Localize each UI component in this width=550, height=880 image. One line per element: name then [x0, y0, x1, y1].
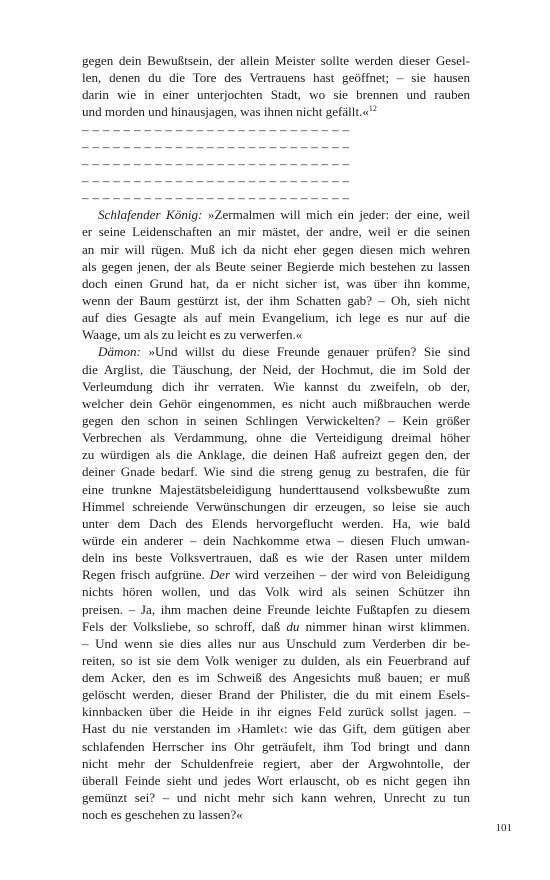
text-line: Verbrechen als Verdammung, ohne die Verteidigung dreimal höher — [82, 430, 470, 446]
line-text: »Zermalmen will mich ein jeder: der eine, weil — [202, 207, 471, 223]
text-line: die Arglist, die Täuschung, der Neid, der Hochmut, die im Sold der — [82, 361, 470, 377]
text-line: auf dies Gesagte als auf mein Evangelium, ich lege es nur auf die — [82, 310, 470, 326]
text-line: Waage, um als zu leicht es zu verwerfen.« — [82, 327, 303, 343]
text-line: gegen den schon in seinen Schlingen Verwickelten? – Kein größer — [82, 412, 470, 428]
text-line: – Und wenn sie dies alles nur aus Unschuld zum Verderben dir be- — [82, 635, 470, 651]
ellipsis-dash-line: – – – – – – – – – – – – – – – – – – – – – – – – – – — [82, 138, 350, 154]
text-line: nicht mehr der Schuldenfreie regiert, aber der Argwohntolle, der — [82, 755, 470, 771]
speaker-name: Dämon: — [98, 344, 141, 360]
line-text: wird verzeihen – der wird von Beleidigung — [230, 567, 470, 583]
text-line: als gegen jenen, der als Beute seiner Begierde mich bestehen zu lassen — [82, 258, 470, 274]
text-line: welcher dein Gehör eingenommen, es nicht auch mißbrauchen werde — [82, 395, 470, 411]
emphasis-text: Der — [209, 567, 231, 583]
text-line: zu würdigen als die Anklage, die deinen Haß aufreizt gegen den, der — [82, 447, 470, 463]
line-text: nimmer hinan wirst klimmen. — [299, 618, 470, 634]
text-line: überall Feinde sieht und jedes Wort erlauscht, ob es nicht gegen ihn — [82, 772, 470, 788]
text-line — [82, 206, 470, 223]
text-line: Himmel schreiende Verwünschungen dir erzeugen, so leise sie auch — [82, 498, 470, 514]
text-line — [82, 103, 470, 120]
ellipsis-dash-line: – – – – – – – – – – – – – – – – – – – – – – – – – – — [82, 172, 350, 188]
text-line: gemünzt sei? – und nicht mehr sich kann wehren, Unrecht zu tun — [82, 790, 470, 806]
text-line: unter dem Dach des Elends hervorgeflucht werden. Ha, wie bald — [82, 515, 470, 531]
text-line: gegen dein Bewußtsein, der allein Meister sollte werden dieser Gesel- — [82, 53, 470, 68]
text-line — [82, 618, 470, 635]
body-text — [82, 52, 470, 823]
page-number: 101 — [495, 822, 512, 834]
text-line: nichts hören wollen, und das Volk wird als seinen Schützer ihn — [82, 584, 470, 600]
text-line — [82, 566, 470, 583]
text-line: preisen. – Ja, ihm machen deine Freunde leichte Fußtapfen zu diesem — [82, 601, 470, 617]
text-line: schlafenden Herrscher ins Ohr geträufelt, ihm Tod bringt und dann — [82, 738, 470, 754]
text-line: er seine Leidenschaften an mir mästet, der andre, weil er die seinen — [82, 224, 470, 240]
text-line: dem Acker, den es im Schweiß des Angesichts muß bauen; er muß — [82, 670, 470, 686]
line-text: Fels der Volksliebe, so schroff, daß — [82, 618, 287, 634]
text-line: deiner Gnade bedarf. Wie sind die streng genug zu bestrafen, die für — [82, 464, 470, 480]
footnote-reference: 12 — [368, 104, 377, 114]
text-line: gelöscht werden, dieser Brand der Philister, die du mit einem Esels- — [82, 687, 470, 703]
text-line: Hast du nie verstanden im ›Hamlet‹: wie das Gift, dem gütigen aber — [82, 721, 470, 737]
text-line: würde ein anderer – dein Nachkomme etwa – diesen Fluch umwan- — [82, 532, 470, 548]
text-line: reiten, so ist sie dem Volk weniger zu dulden, als ein Feuerbrand auf — [82, 652, 470, 668]
ellipsis-dash-line: – – – – – – – – – – – – – – – – – – – – – – – – – – — [82, 190, 350, 206]
text-line: wenn der Baum gestürzt ist, der ihm Schatten gab? – Oh, sieh nicht — [82, 292, 470, 308]
text-line: eine trunkne Majestätsbeleidigung hunderttausend volksbewußte zum — [82, 481, 470, 497]
line-text: und morden und hinausjagen, was ihnen nicht gefällt.« — [82, 104, 369, 120]
emphasis-text: du — [286, 618, 300, 634]
text-line: len, denen du die Tore des Vertrauens hast geöffnet; – sie hausen — [82, 70, 470, 86]
ellipsis-dash-line: – – – – – – – – – – – – – – – – – – – – – – – – – – — [82, 121, 350, 137]
text-line: kinnbacken über die Heide in ihr eignes Feld zurück sollst jagen. – — [82, 704, 470, 720]
text-line — [82, 343, 470, 360]
text-line: noch es geschehen zu lassen?« — [82, 807, 243, 823]
speaker-name: Schlafender König: — [98, 207, 203, 223]
text-line: an mir will rügen. Muß ich da nicht eher gegen diesen mich wehren — [82, 241, 470, 257]
text-line: doch einen Grund hat, da er nicht sicher ist, was über ihn komme, — [82, 275, 470, 291]
text-line: deln ins beste Volksvertrauen, daß es wie der Rasen unter mildem — [82, 550, 470, 566]
line-text: »Und willst du diese Freunde genauer prüfen? Sie sind — [140, 344, 470, 360]
text-line: darin wie in einer unterjochten Stadt, wo sie brennen und rauben — [82, 87, 470, 103]
ellipsis-dash-line: – – – – – – – – – – – – – – – – – – – – – – – – – – — [82, 155, 350, 171]
text-line: Verleumdung dich ihr verraten. Wie kannst du zweifeln, ob der, — [82, 378, 470, 394]
line-text: Regen frisch aufgrüne. — [82, 567, 205, 583]
